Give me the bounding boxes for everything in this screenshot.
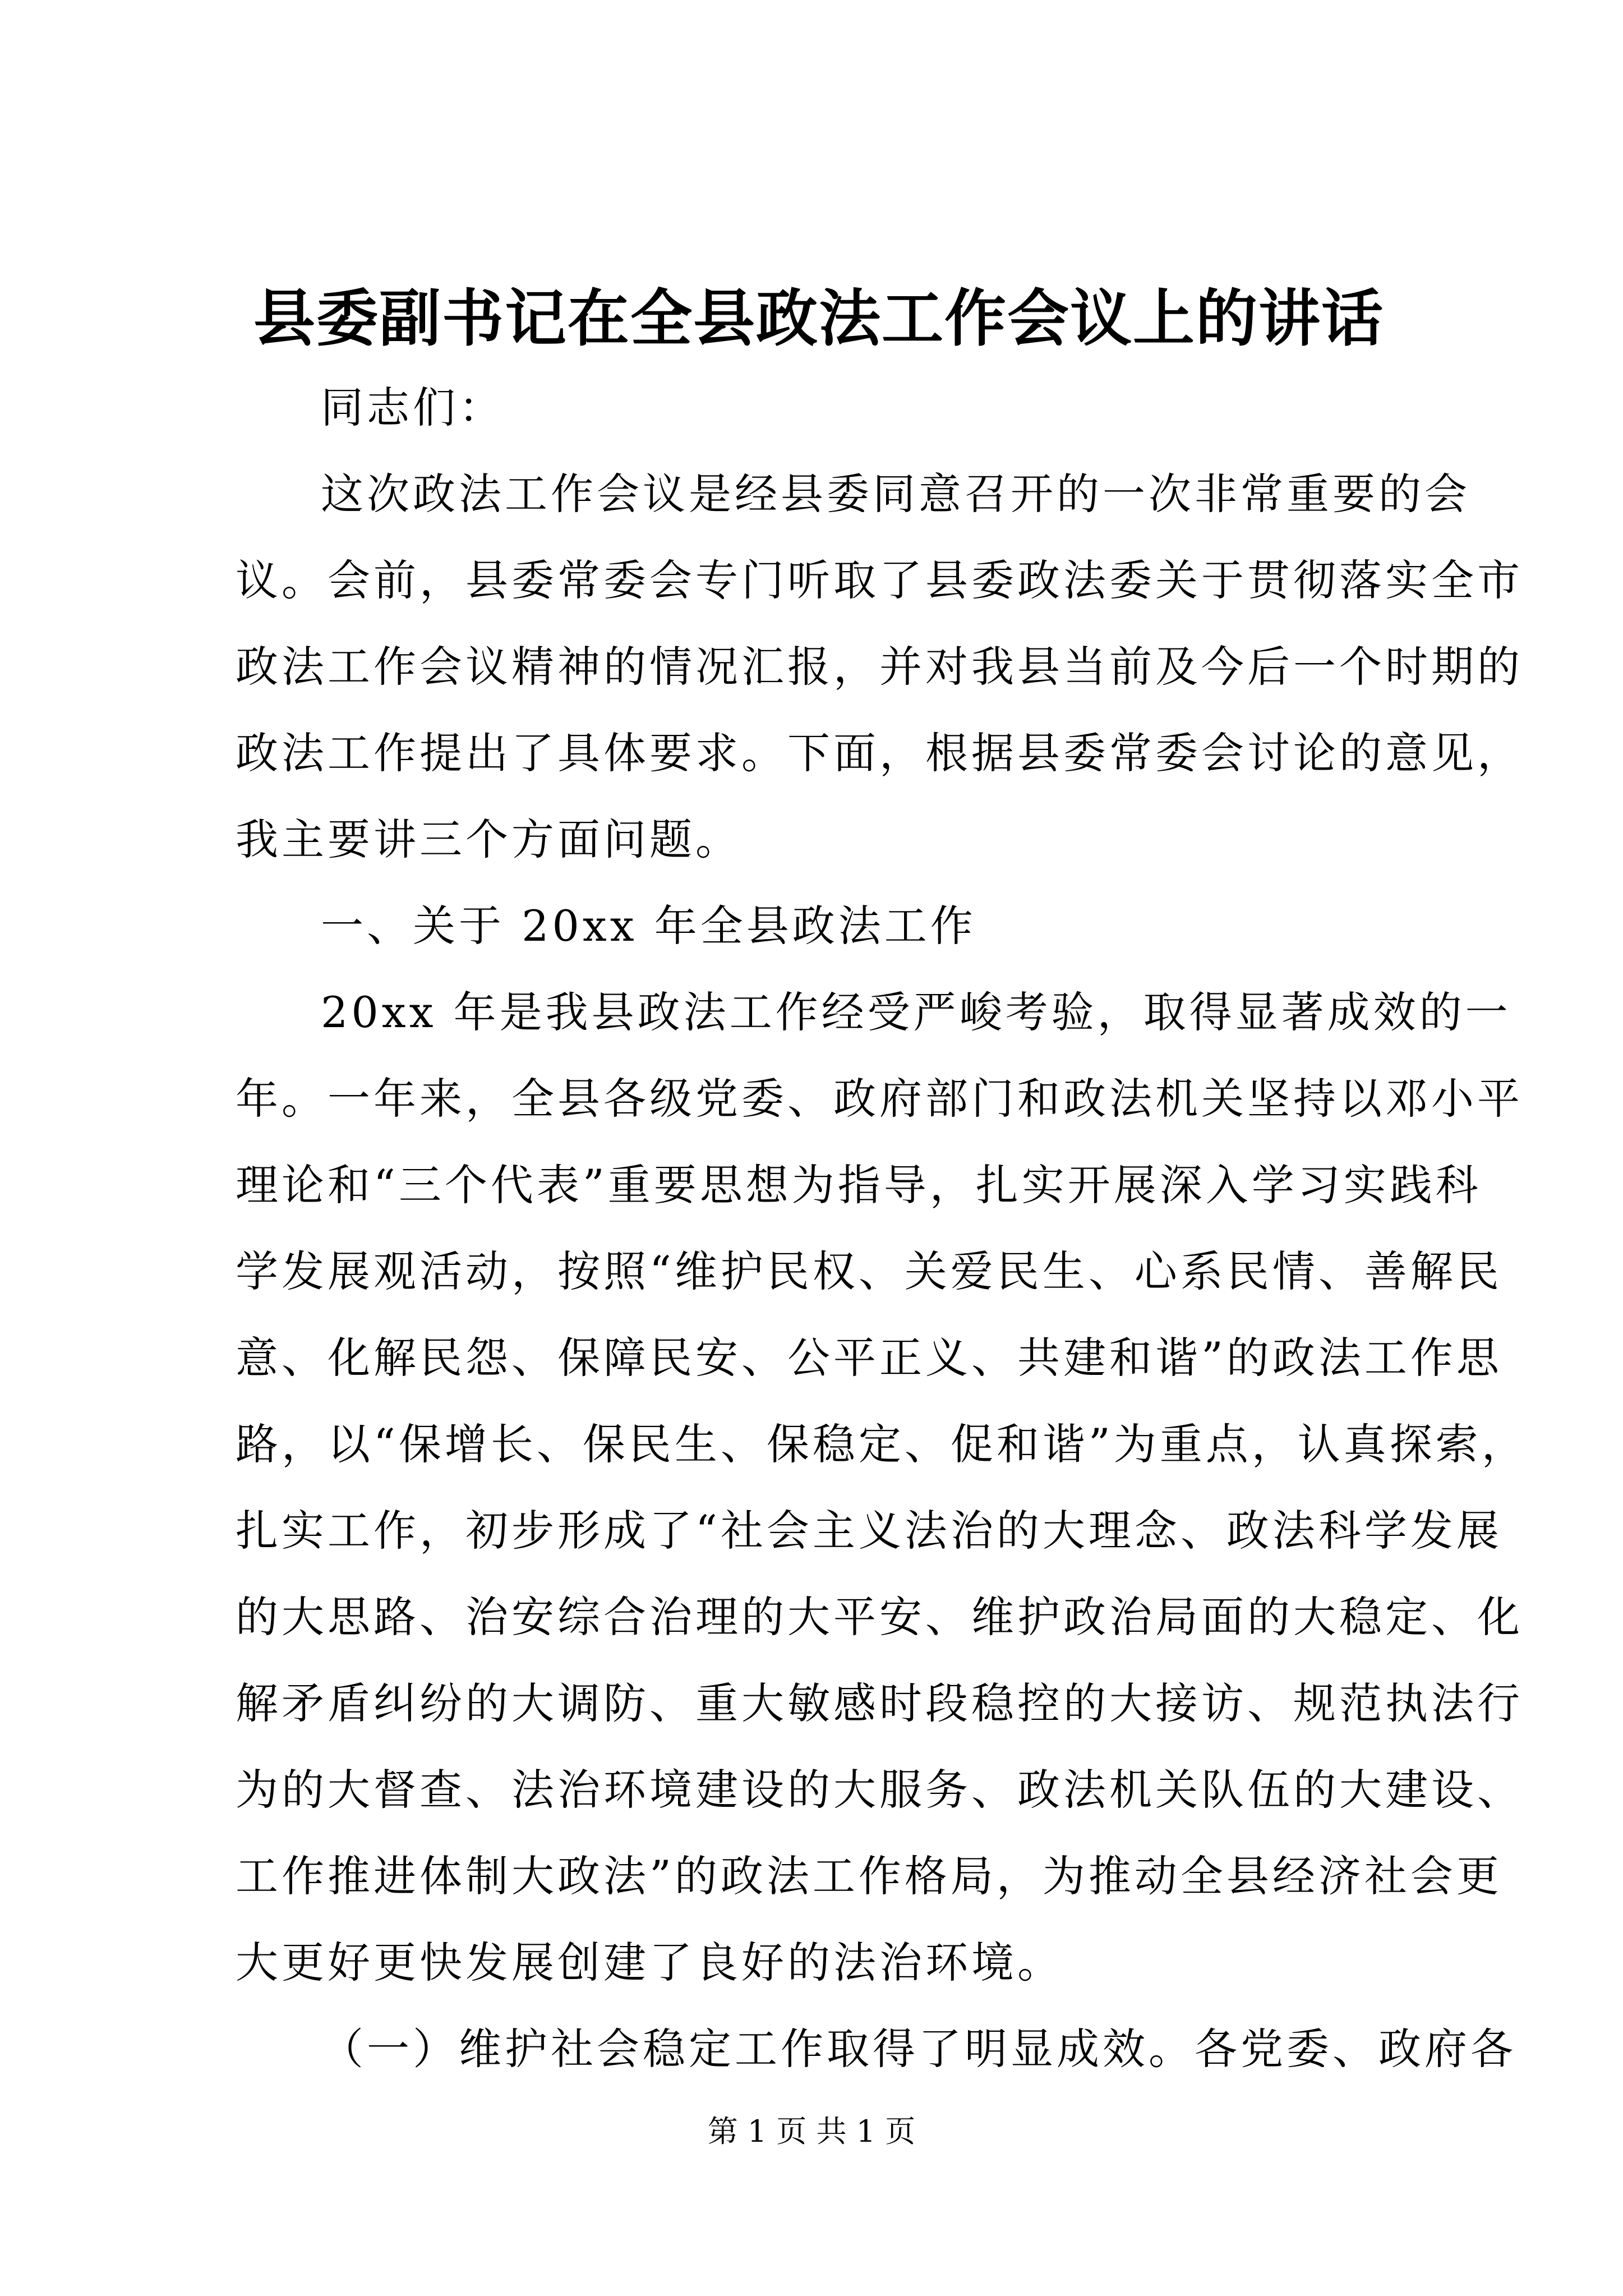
paragraph-line: 这次政法工作会议是经县委同意召开的一次非常重要的会 xyxy=(321,469,1470,519)
paragraph-line: 解矛盾纠纷的大调防、重大敏感时段稳控的大接访、规范执法行 xyxy=(236,1678,1523,1728)
paragraph-line: 意、化解民怨、保障民安、公平正义、共建和谐”的政法工作思 xyxy=(236,1333,1502,1383)
paragraph-line: 扎实工作，初步形成了“社会主义法治的大理念、政法科学发展 xyxy=(236,1506,1502,1556)
paragraph-line: 年。一年来，全县各级党委、政府部门和政法机关坚持以邓小平 xyxy=(236,1074,1523,1124)
section-heading: 一、关于 20xx 年全县政法工作 xyxy=(321,901,976,951)
paragraph-line: 我主要讲三个方面问题。 xyxy=(236,815,741,864)
paragraph-line: 学发展观活动，按照“维护民权、关爱民生、心系民情、善解民 xyxy=(236,1246,1502,1296)
paragraph-line: 政法工作会议精神的情况汇报，并对我县当前及今后一个时期的 xyxy=(236,642,1523,692)
paragraph-line: 20xx 年是我县政法工作经受严峻考验，取得显著成效的一 xyxy=(321,987,1511,1037)
paragraph-line: 工作推进体制大政法”的政法工作格局，为推动全县经济社会更 xyxy=(236,1851,1502,1901)
subsection-paragraph: （一）维护社会稳定工作取得了明显成效。各党委、政府各 xyxy=(321,2024,1516,2074)
paragraph-line: 为的大督查、法治环境建设的大服务、政法机关队伍的大建设、 xyxy=(236,1765,1523,1815)
paragraph-line: 政法工作提出了具体要求。下面，根据县委常委会讨论的意见， xyxy=(236,728,1523,778)
paragraph-line: 议。会前，县委常委会专门听取了县委政法委关于贯彻落实全市 xyxy=(236,555,1523,605)
document-body xyxy=(236,365,1528,2092)
paragraph-line: 理论和“三个代表”重要思想为指导，扎实开展深入学习实践科 xyxy=(236,1160,1482,1210)
salutation: 同志们： xyxy=(321,383,505,432)
paragraph-line: 的大思路、治安综合治理的大平安、维护政治局面的大稳定、化 xyxy=(236,1592,1523,1642)
page-footer: 第 1 页 共 1 页 xyxy=(707,2114,916,2149)
paragraph-line: 路，以“保增长、保民生、保稳定、促和谐”为重点，认真探索， xyxy=(236,1419,1528,1469)
document-title: 县委副书记在全县政法工作会议上的讲话 xyxy=(253,282,1384,355)
paragraph-line: 大更好更快发展创建了良好的法治环境。 xyxy=(236,1938,1063,1987)
